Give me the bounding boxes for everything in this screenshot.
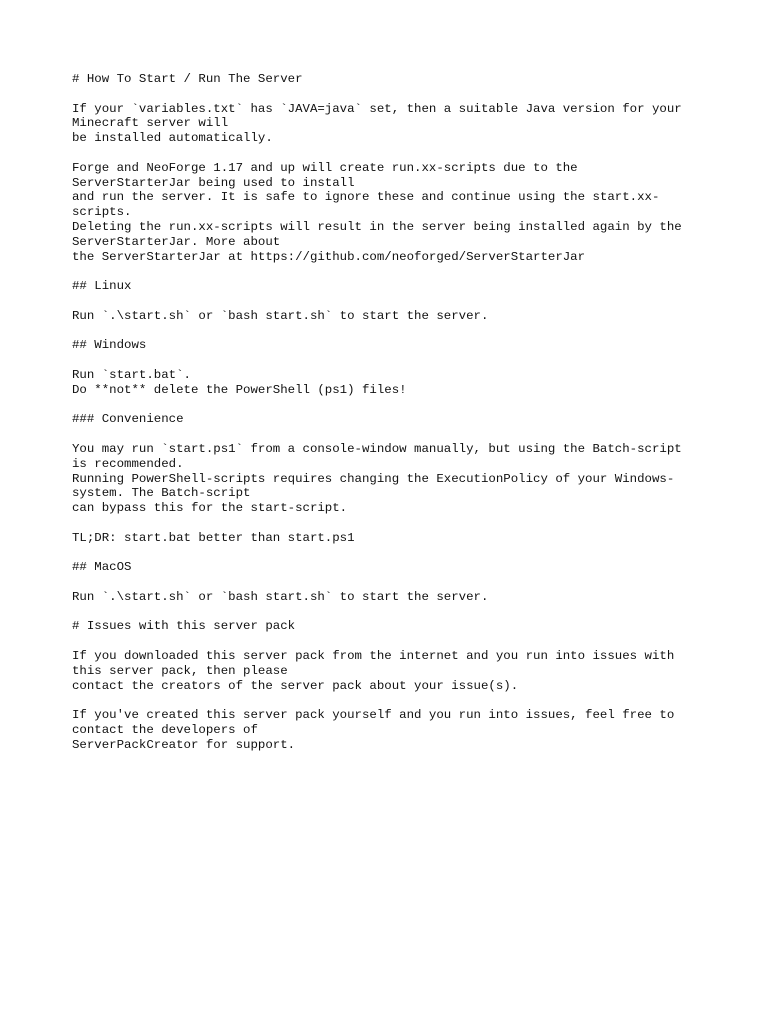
text-line: contact the developers of [72,723,258,738]
text-line: You may run `start.ps1` from a console-window manually, but using the Batch-script [72,441,682,456]
paragraph-issues-downloaded [72,649,696,693]
text-line: ## Linux [72,279,132,294]
paragraph-tldr [72,531,696,546]
text-line: ServerStarterJar. More about [72,234,281,249]
heading-convenience [72,412,696,427]
paragraph-linux-run [72,309,696,324]
text-line: ServerPackCreator for support. [72,737,296,752]
text-line: ## MacOS [72,560,132,575]
text-line: Deleting the run.xx-scripts will result in the server being installed again by the [72,219,682,234]
text-line: scripts. [72,205,132,220]
text-line: ### Convenience [72,412,184,427]
text-line: Run `.\start.sh` or `bash start.sh` to start the server. [72,308,489,323]
heading-windows [72,338,696,353]
text-line: Running PowerShell-scripts requires changing the ExecutionPolicy of your Windows- [72,471,675,486]
paragraph-forge-neoforge [72,161,696,265]
text-line: the ServerStarterJar at https://github.com/neoforged/ServerStarterJar [72,249,586,264]
text-line: If you've created this server pack yourself and you run into issues, feel free to [72,708,675,723]
text-line: be installed automatically. [72,131,273,146]
paragraph-windows-run [72,368,696,398]
text-line: If you downloaded this server pack from the internet and you run into issues with [72,649,675,664]
heading-linux [72,279,696,294]
text-line: # How To Start / Run The Server [72,72,303,86]
text-line: Forge and NeoForge 1.17 and up will create run.xx-scripts due to the [72,160,578,175]
paragraph-java-install [72,102,696,146]
text-line: ## Windows [72,338,147,353]
text-line: If your `variables.txt` has `JAVA=java` set, then a suitable Java version for your [72,101,682,116]
text-line: # Issues with this server pack [72,619,296,634]
paragraph-issues-created [72,708,696,752]
text-line: and run the server. It is safe to ignore these and continue using the start.xx- [72,190,660,205]
text-line: contact the creators of the server pack about your issue(s). [72,678,519,693]
text-line: system. The Batch-script [72,486,251,501]
text-line: this server pack, then please [72,663,288,678]
heading-how-to-start [72,72,696,87]
text-line: ServerStarterJar being used to install [72,175,355,190]
text-line: can bypass this for the start-script. [72,501,348,516]
paragraph-convenience [72,442,696,516]
text-line: Minecraft server will [72,116,229,131]
text-line: Run `.\start.sh` or `bash start.sh` to start the server. [72,589,489,604]
text-line: is recommended. [72,456,184,471]
text-line: Do **not** delete the PowerShell (ps1) files! [72,382,407,397]
text-line: Run `start.bat`. [72,367,191,382]
heading-macos [72,560,696,575]
text-line: TL;DR: start.bat better than start.ps1 [72,530,355,545]
document-body [72,72,696,767]
heading-issues [72,619,696,634]
paragraph-macos-run [72,590,696,605]
